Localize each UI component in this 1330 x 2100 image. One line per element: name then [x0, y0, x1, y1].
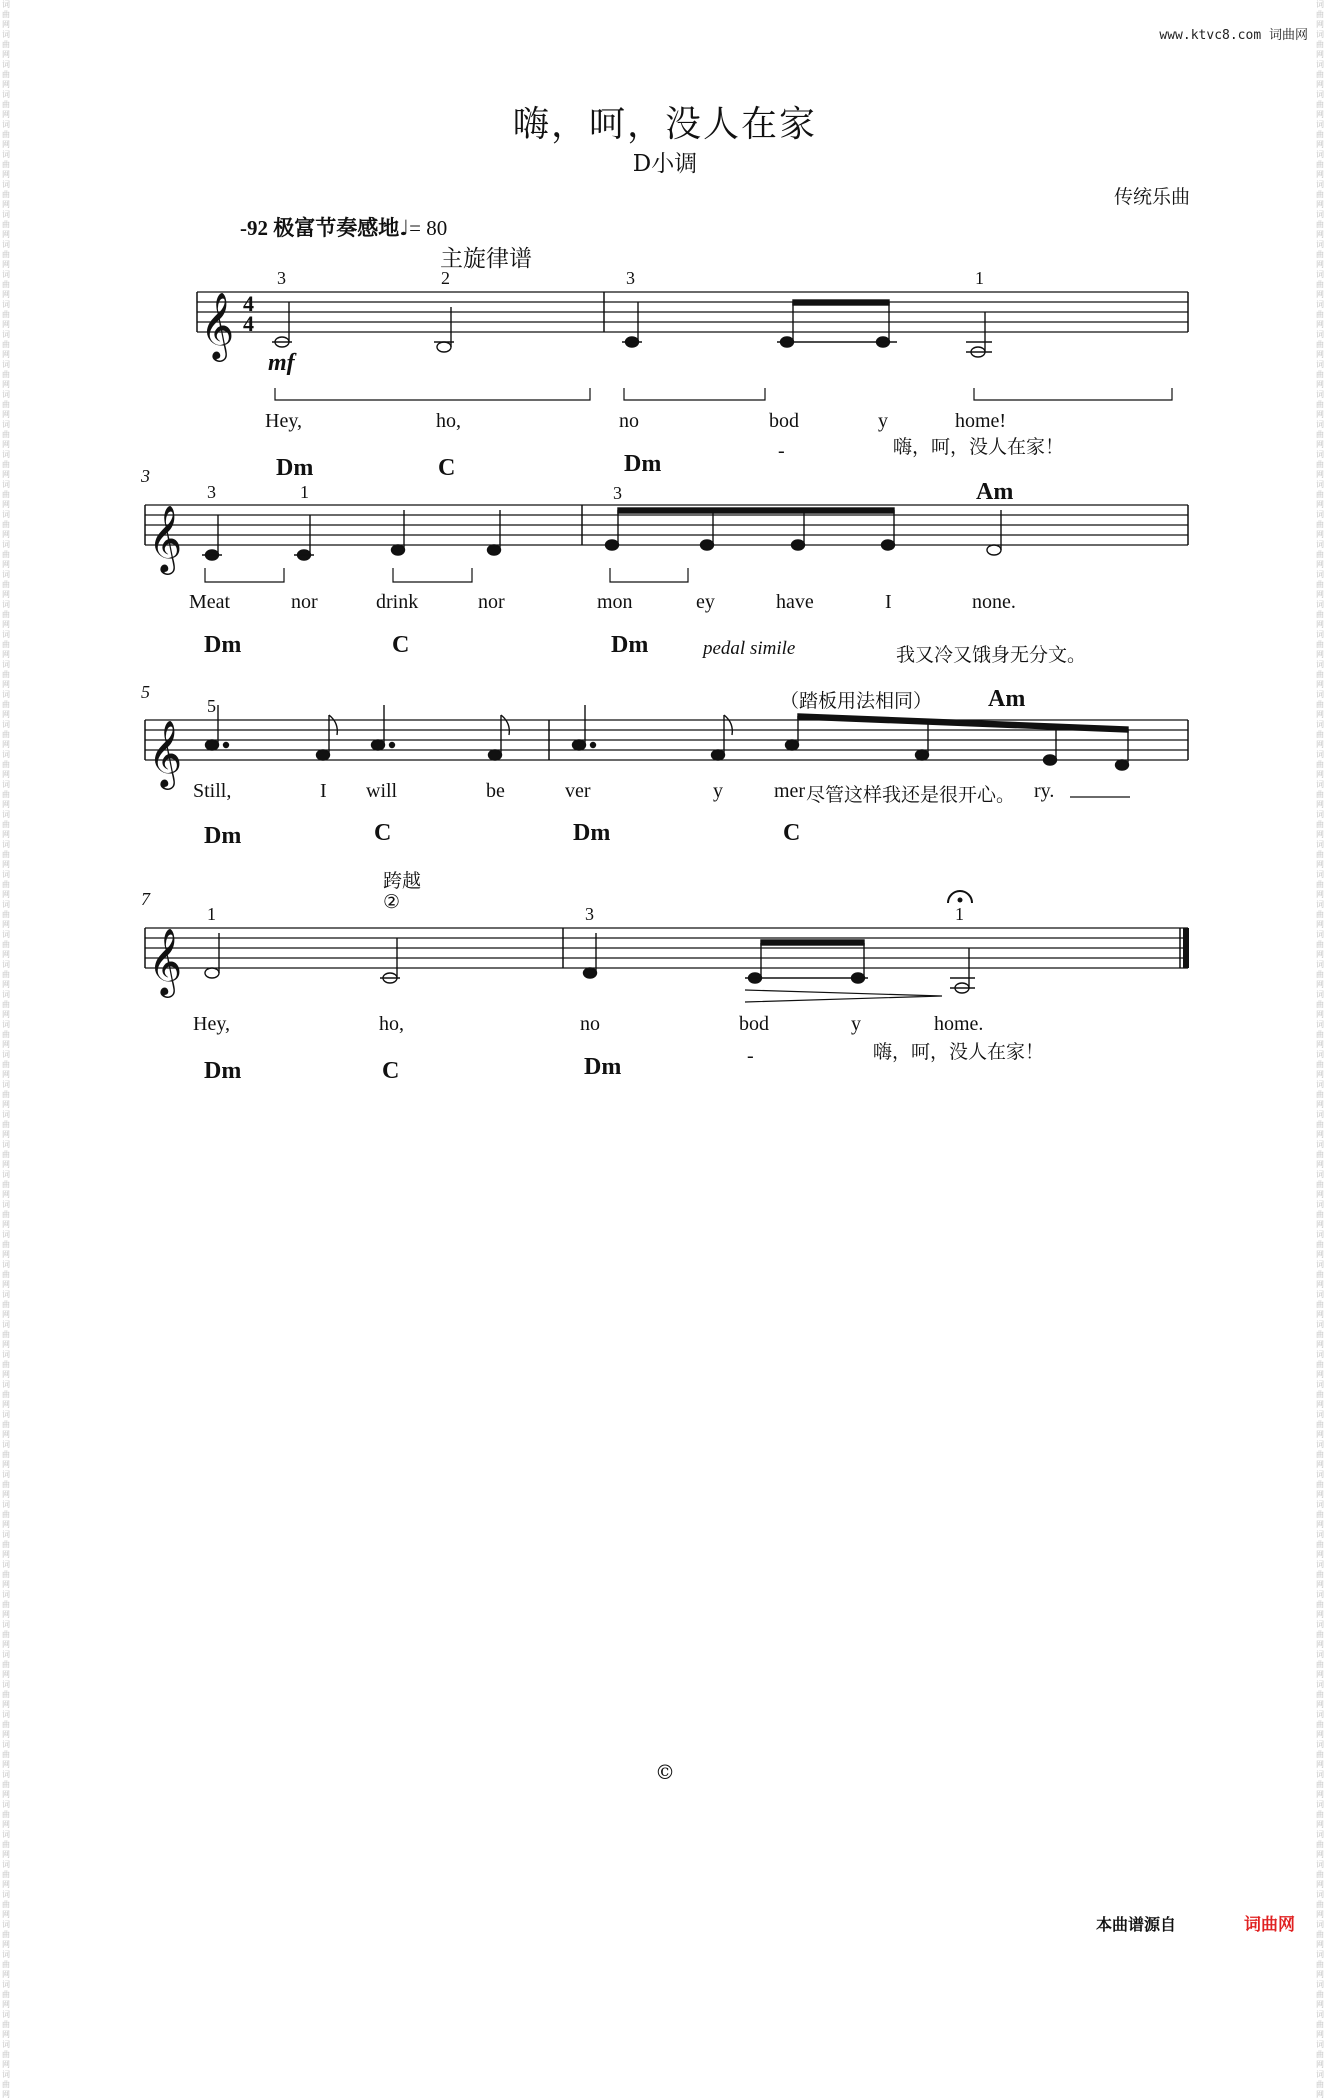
lyric: ver [565, 780, 591, 802]
composer: 传统乐曲 [1113, 186, 1190, 208]
fingering: 1 [955, 904, 964, 924]
svg-text:4: 4 [243, 311, 254, 336]
chord-symbol[interactable]: Dm [584, 1054, 622, 1080]
chord-symbol[interactable]: C [374, 820, 392, 846]
lyric: Still, [193, 780, 232, 802]
fingering: 3 [277, 268, 286, 288]
lyric: Hey, [265, 410, 303, 432]
lyric: Hey, [193, 1013, 231, 1035]
fingering: 3 [613, 483, 622, 503]
chord-symbol[interactable]: Am [988, 686, 1026, 712]
quarter-note-icon: ♩ [399, 216, 410, 240]
lyric: will [366, 780, 398, 802]
lyric-ending: ry. [1034, 780, 1055, 802]
lyric: home. [934, 1013, 984, 1035]
chord-symbol[interactable]: Dm [573, 820, 611, 846]
chord-symbol[interactable]: Dm [204, 823, 242, 849]
lyric: bod [739, 1013, 769, 1035]
source-label: 本曲谱源自 [1096, 1915, 1177, 1934]
lyric: Meat [189, 591, 231, 613]
measure-number: 7 [141, 889, 150, 909]
lyric: home! [955, 410, 1007, 432]
measure-number: 3 [141, 466, 150, 486]
chord-symbol[interactable]: C [438, 455, 456, 481]
chinese-lyric: 我又冷又饿身无分文。 [896, 644, 1087, 666]
chord-symbol[interactable]: C [783, 820, 801, 846]
chord-symbol[interactable]: Am [976, 479, 1014, 505]
lyric-dash: - [778, 440, 785, 462]
chinese-lyric: 嗨，呵，没人在家！ [873, 1041, 1045, 1063]
lyric: mer [774, 780, 806, 802]
pedal-marking: pedal simile [703, 638, 796, 659]
time-signature [243, 291, 254, 336]
chord-symbol[interactable]: C [382, 1058, 400, 1084]
fermata-dot [958, 898, 963, 903]
staff-lines [145, 292, 1188, 968]
lyric: nor [291, 591, 318, 613]
fingering: 3 [585, 904, 594, 924]
chinese-lyric: 尽管这样我还是很开心。 [806, 784, 1016, 806]
lyric: ho, [436, 410, 461, 432]
song-key: D小调 [632, 151, 698, 177]
lyric: y [878, 410, 888, 432]
notes-system-1 [272, 300, 992, 357]
treble-clef-icon: 𝄞 [200, 291, 235, 359]
lyric: no [580, 1013, 600, 1035]
lyric: none. [972, 591, 1016, 613]
notes-system-2 [202, 508, 1001, 560]
lyric: bod [769, 410, 799, 432]
lyric: be [486, 780, 505, 802]
copyright-symbol: © [655, 1760, 675, 1784]
site-name[interactable]: 词曲网 [1268, 28, 1308, 43]
lyric-dash: - [747, 1045, 754, 1067]
fingering: 3 [626, 268, 635, 288]
measure-number: 5 [141, 682, 150, 702]
barlines [145, 292, 1188, 968]
chord-symbol[interactable]: Dm [276, 455, 314, 481]
crossing-label: 跨越 [383, 870, 422, 892]
lyric: I [885, 591, 892, 613]
crossing-mark: ② [383, 891, 401, 913]
lyric: y [713, 780, 723, 802]
phrase-brackets-2 [205, 568, 688, 582]
notes-system-4 [205, 933, 975, 993]
svg-text:4: 4 [243, 291, 254, 316]
chord-symbol[interactable]: Dm [624, 451, 662, 477]
chord-symbol[interactable]: Dm [204, 1058, 242, 1084]
fingering: 3 [207, 482, 216, 502]
treble-clef-icon: 𝄞 [148, 719, 183, 787]
treble-clef-icon: 𝄞 [148, 927, 183, 995]
dynamic-mf: mf [268, 350, 295, 376]
chinese-lyric: 嗨，呵，没人在家！ [893, 436, 1065, 458]
fingering: 1 [300, 482, 309, 502]
lyric: I [320, 780, 327, 802]
lyric: no [619, 410, 639, 432]
site-url[interactable]: www.ktvc8.com [1159, 28, 1262, 43]
lyric: ho, [379, 1013, 404, 1035]
tempo-value: = 80 [409, 216, 448, 240]
chord-symbol[interactable]: Dm [611, 632, 649, 658]
treble-clef-icon: 𝄞 [148, 504, 183, 572]
decrescendo-hairpin [745, 990, 942, 1002]
fingering: 1 [975, 268, 984, 288]
tempo-text: -92 极富节奏感地 [240, 216, 400, 240]
lyric: mon [597, 591, 633, 613]
fingering: 5 [207, 696, 216, 716]
final-barline [1183, 928, 1189, 968]
right-watermark: 词曲网 词曲网 词曲网 词曲网 词曲网 词曲网 词曲网 词曲网 词曲网 词曲网 词曲网 词曲网 词曲网 词曲网 词曲网 词曲网 词曲网 词曲网 词曲网 词曲网 词曲网 词曲网 词曲网 词曲网 词曲网 词曲网 词曲网 词曲网 词曲网 词曲网 词曲网 词曲网 词曲网 词曲网 词曲网 词曲网 词曲网 词曲网 词曲网 词曲网 词曲网 词曲网 词曲网 词曲网 词曲网 词曲网 词曲网 词曲网 词曲网 词曲网 词曲网 词曲网 词曲网 词曲网 词曲网 词曲网 词曲网 词曲网 词曲网 词曲网 词曲网 词曲网 词曲网 词曲网 词曲网 词曲网 词曲网 词曲网 词曲网 词曲网 [1316, 0, 1324, 2099]
pedal-annotation: （踏板用法相同） [780, 690, 933, 712]
left-watermark: 词曲网 词曲网 词曲网 词曲网 词曲网 词曲网 词曲网 词曲网 词曲网 词曲网 词曲网 词曲网 词曲网 词曲网 词曲网 词曲网 词曲网 词曲网 词曲网 词曲网 词曲网 词曲网 词曲网 词曲网 词曲网 词曲网 词曲网 词曲网 词曲网 词曲网 词曲网 词曲网 词曲网 词曲网 词曲网 词曲网 词曲网 词曲网 词曲网 词曲网 词曲网 词曲网 词曲网 词曲网 词曲网 词曲网 词曲网 词曲网 词曲网 词曲网 词曲网 词曲网 词曲网 词曲网 词曲网 词曲网 词曲网 词曲网 词曲网 词曲网 词曲网 词曲网 词曲网 词曲网 词曲网 词曲网 词曲网 词曲网 词曲网 词曲网 [2, 0, 10, 2099]
fingering: 2 [441, 268, 450, 288]
song-title: 嗨，呵，没人在家 [512, 104, 817, 145]
phrase-brackets-1 [275, 388, 1172, 400]
lyric: nor [478, 591, 505, 613]
source-site-logo[interactable]: 词曲网 [1244, 1915, 1295, 1935]
chord-symbol[interactable]: Dm [204, 632, 242, 658]
lyric: y [851, 1013, 861, 1035]
lyric: drink [376, 591, 419, 613]
chord-symbol[interactable]: C [392, 632, 410, 658]
subtitle: 主旋律谱 [440, 246, 532, 272]
fingering: 1 [207, 904, 216, 924]
lyric: ey [696, 591, 715, 613]
lyric: have [776, 591, 814, 613]
